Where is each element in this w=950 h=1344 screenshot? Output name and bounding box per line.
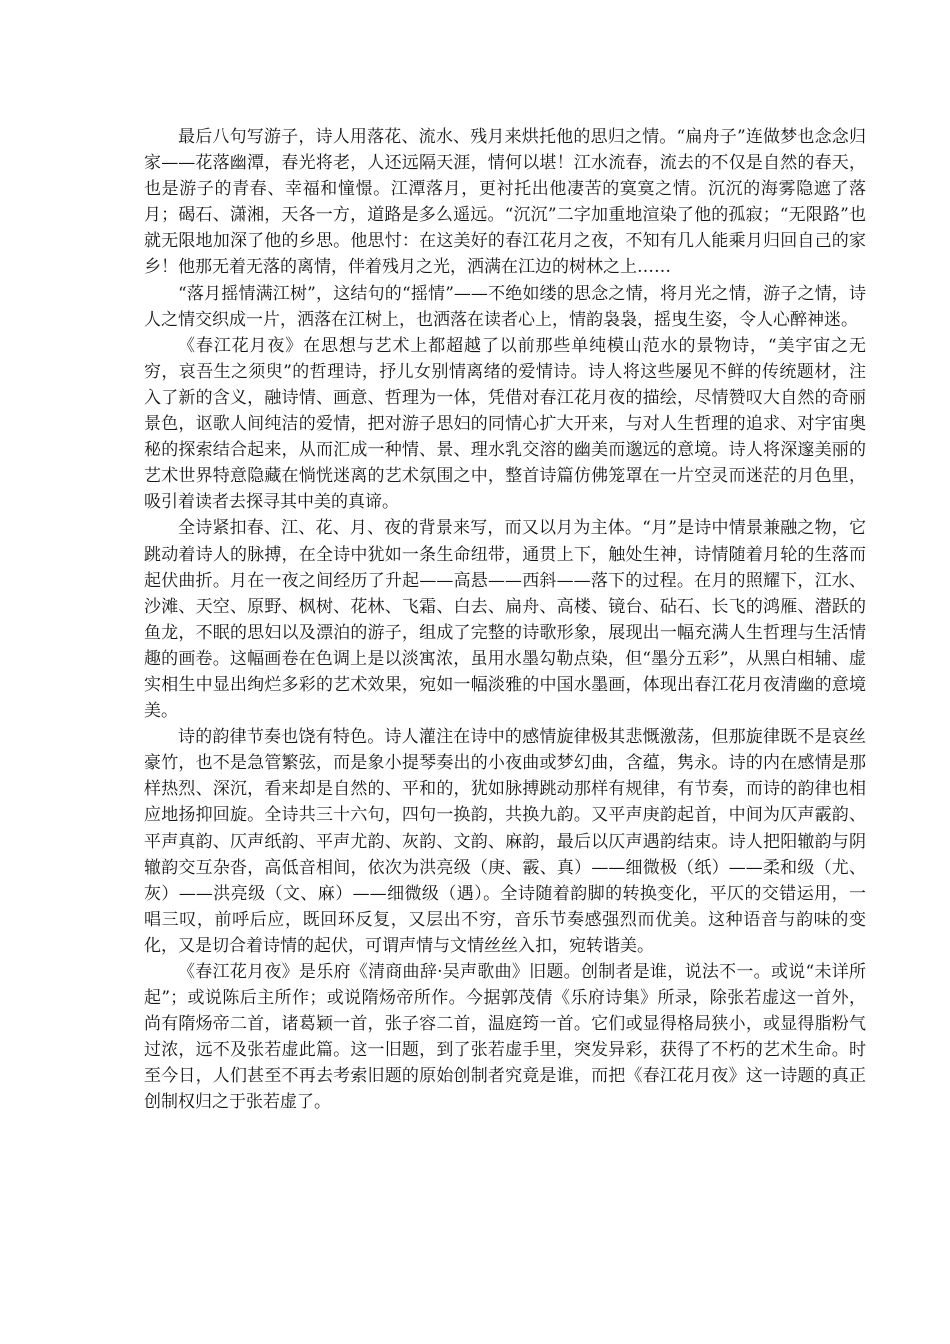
- paragraph-title-origin: 《春江花月夜》是乐府《清商曲辞·吴声歌曲》旧题。创制者是谁，说法不一。或说“未详所起”；或说陈后主所作；或说隋炀帝所作。今据郭茂倩《乐府诗集》所录，除张若虚这一首外，尚有隋炀帝二首，诸葛颖一首，张子容二首，温庭筠一首。它们或显得格局狭小，或显得脂粉气过浓，远不及张若虚此篇。这一旧题，到了张若虚手里，突发异彩，获得了不朽的艺术生命。时至今日，人们甚至不再去考索旧题的原始创制者究竟是谁，而把《春江花月夜》这一诗题的真正创制权归之于张若虚了。: [144, 962, 866, 1113]
- article-body: [144, 124, 866, 1116]
- paragraph-artistic-achievement: 《春江花月夜》在思想与艺术上都超越了以前那些单纯模山范水的景物诗，“美宇宙之无穷，哀吾生之须臾”的哲理诗，抒儿女别情离绪的爱情诗。诗人将这些屡见不鲜的传统题材，注入了新的含义，融诗情、画意、哲理为一体，凭借对春江花月夜的描绘，尽情赞叹大自然的奇丽景色，讴歌人间纯洁的爱情，把对游子思妇的同情心扩大开来，与对人生哲理的追求、对宇宙奥秘的探索结合起来，从而汇成一种情、景、理水乳交溶的幽美而邈远的意境。诗人将深邃美丽的艺术世界特意隐藏在惝恍迷离的艺术氛围之中，整首诗篇仿佛笼罩在一片空灵而迷茫的月色里，吸引着读者去探寻其中美的真谛。: [144, 335, 866, 513]
- paragraph-closing-line: “落月摇情满江树”，这结句的“摇情”——不绝如缕的思念之情，将月光之情，游子之情，诗人之情交织成一片，洒落在江树上，也洒落在读者心上，情韵袅袅，摇曳生姿，令人心醉神迷。: [144, 283, 866, 330]
- paragraph-wanderer-longing: 最后八句写游子，诗人用落花、流水、残月来烘托他的思归之情。“扁舟子”连做梦也念念归家——花落幽潭，春光将老，人还远隔天涯，情何以堪！江水流春，流去的不仅是自然的春天，也是游子的青春、幸福和憧憬。江潭落月，更衬托出他凄苦的寞寞之情。沉沉的海雾隐遮了落月；碣石、潇湘，天各一方，道路是多么遥远。“沉沉”二字加重地渲染了他的孤寂；“无限路”也就无限地加深了他的乡思。他思忖：在这美好的春江花月之夜，不知有几人能乘月归回自己的家乡！他那无着无落的离情，伴着残月之光，洒满在江边的树林之上……: [144, 127, 866, 278]
- paragraph-rhyme-rhythm: 诗的韵律节奏也饶有特色。诗人灌注在诗中的感情旋律极其悲慨激荡，但那旋律既不是哀丝豪竹，也不是急管繁弦，而是象小提琴奏出的小夜曲或梦幻曲，含蕴，隽永。诗的内在感情是那样热烈、深沉，看来却是自然的、平和的，犹如脉搏跳动那样有规律，有节奏，而诗的韵律也相应地扬抑回旋。全诗共三十六句，四句一换韵，共换九韵。又平声庚韵起首，中间为仄声霰韵、平声真韵、仄声纸韵、平声尤韵、灰韵、文韵、麻韵，最后以仄声遇韵结束。诗人把阳辙韵与阴辙韵交互杂沓，高低音相间，依次为洪亮级（庚、霰、真）——细微极（纸）——柔和级（尤、灰）——洪亮级（文、麻）——细微级（遇）。全诗随着韵脚的转换变化，平仄的交错运用，一唱三叹，前呼后应，既回环反复，又层出不穷，音乐节奏感强烈而优美。这种语音与韵味的变化，又是切合着诗情的起伏，可谓声情与文情丝丝入扣，宛转谐美。: [144, 727, 866, 956]
- paragraph-moon-theme: 全诗紧扣春、江、花、月、夜的背景来写，而又以月为主体。“月”是诗中情景兼融之物，它跳动着诗人的脉搏，在全诗中犹如一条生命纽带，通贯上下，触处生神，诗情随着月轮的生落而起伏曲折。月在一夜之间经历了升起——高悬——西斜——落下的过程。在月的照耀下，江水、沙滩、天空、原野、枫树、花林、飞霜、白去、扁舟、高楼、镜台、砧石、长飞的鸿雁、潜跃的鱼龙，不眠的思妇以及漂泊的游子，组成了完整的诗歌形象，展现出一幅充满人生哲理与生活情趣的画卷。这幅画卷在色调上是以淡寓浓，虽用水墨勾勒点染，但“墨分五彩”，从黑白相辅、虚实相生中显出绚烂多彩的艺术效果，宛如一幅淡雅的中国水墨画，体现出春江花月夜清幽的意境美。: [144, 518, 866, 722]
